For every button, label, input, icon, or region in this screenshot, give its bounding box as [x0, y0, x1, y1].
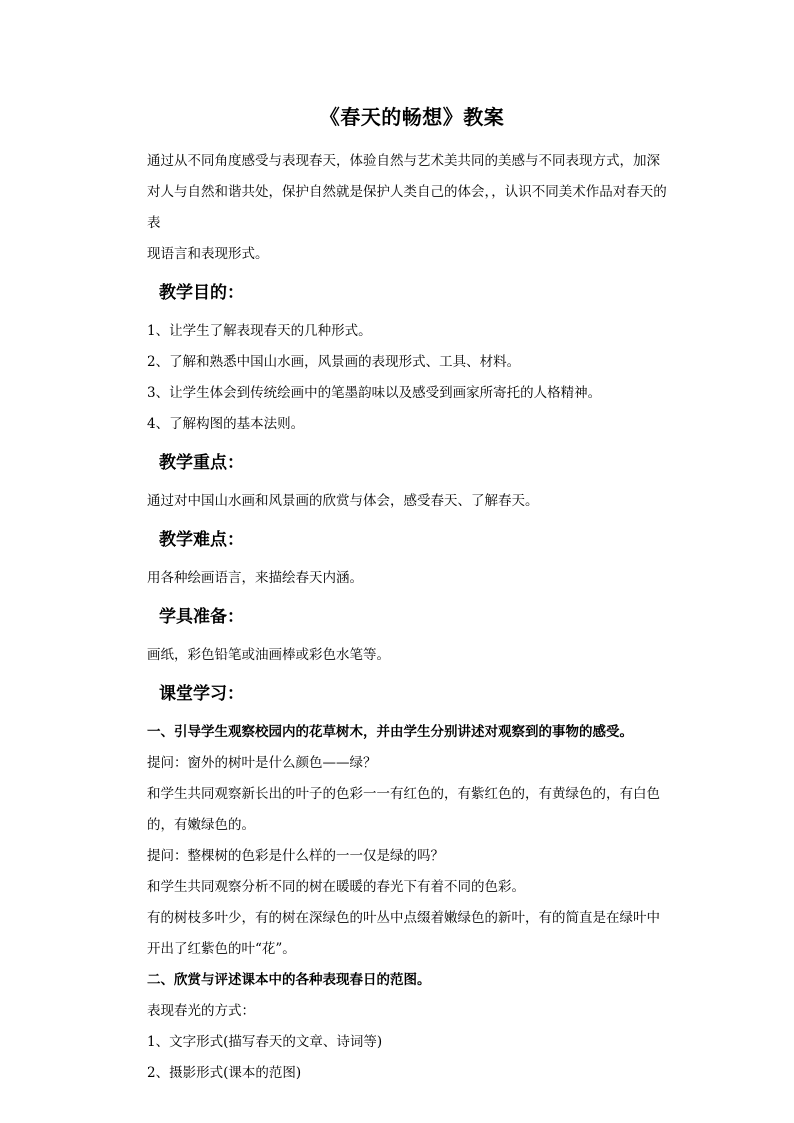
keypoints-text: 通过对中国山水画和风景画的欣赏与体会，感受春天、了解春天。 [147, 493, 539, 509]
materials-text: 画纸，彩色铅笔或油画棒或彩色水笔等。 [147, 647, 390, 663]
difficulties-heading: 教学难点： [159, 530, 244, 550]
question-2: 提问：整棵树的色彩是什么样的一一仅是绿的吗？ [147, 848, 444, 864]
objectives-heading: 教学目的： [159, 283, 244, 303]
objective-item: 4、了解构图的基本法则。 [147, 416, 305, 432]
paragraph-1-line-2: 的，有嫩绿色的。 [147, 817, 255, 833]
paragraph-1-line-1: 和学生共同观察新长出的叶子的色彩一一有红色的，有紫红色的，有黄绿色的，有白色 [147, 786, 660, 802]
way-item: 2、摄影形式(课本的范图) [147, 1065, 302, 1081]
objective-item: 1、让学生了解表现春天的几种形式。 [147, 323, 372, 339]
part1-title: 一、引导学生观察校园内的花草树木，并由学生分别讲述对观察到的事物的感受。 [147, 724, 633, 740]
document-content [147, 100, 677, 1089]
paragraph-2: 和学生共同观察分析不同的树在暖暖的春光下有着不同的色彩。 [147, 879, 525, 895]
intro-line-2: 对人与自然和谐共处，保护自然就是保护人类自己的体会，，认识不同美术作品对春天的表 [147, 184, 667, 231]
materials-heading: 学具准备： [159, 607, 244, 627]
learning-heading: 课堂学习： [159, 684, 244, 704]
difficulties-text: 用各种绘画语言，来描绘春天内涵。 [147, 570, 363, 586]
part2-title: 二、欣赏与评述课本中的各种表现春日的范图。 [147, 972, 431, 988]
objective-item: 2、了解和熟悉中国山水画，风景画的表现形式、工具、材料。 [147, 354, 521, 370]
objective-item: 3、让学生体会到传统绘画中的笔墨韵味以及感受到画家所寄托的人格精神。 [147, 385, 602, 401]
paragraph-3-line-1: 有的树枝多叶少，有的树在深绿色的叶丛中点缀着嫩绿色的新叶，有的简直是在绿叶中 [147, 910, 660, 926]
document-title: 《春天的畅想》教案 [319, 105, 505, 129]
way-item: 1、文字形式(描写春天的文章、诗词等) [147, 1034, 383, 1050]
intro-line-3: 现语言和表现形式。 [147, 246, 269, 262]
ways-heading: 表现春光的方式： [147, 1003, 255, 1019]
intro-line-1: 通过从不同角度感受与表现春天，体验自然与艺术美共同的美感与不同表现方式，加深 [147, 153, 660, 169]
question-1: 提问：窗外的树叶是什么颜色——绿？ [147, 755, 377, 771]
keypoints-heading: 教学重点： [159, 453, 244, 473]
paragraph-3-line-2: 开出了红紫色的叶“花”。 [147, 941, 296, 957]
